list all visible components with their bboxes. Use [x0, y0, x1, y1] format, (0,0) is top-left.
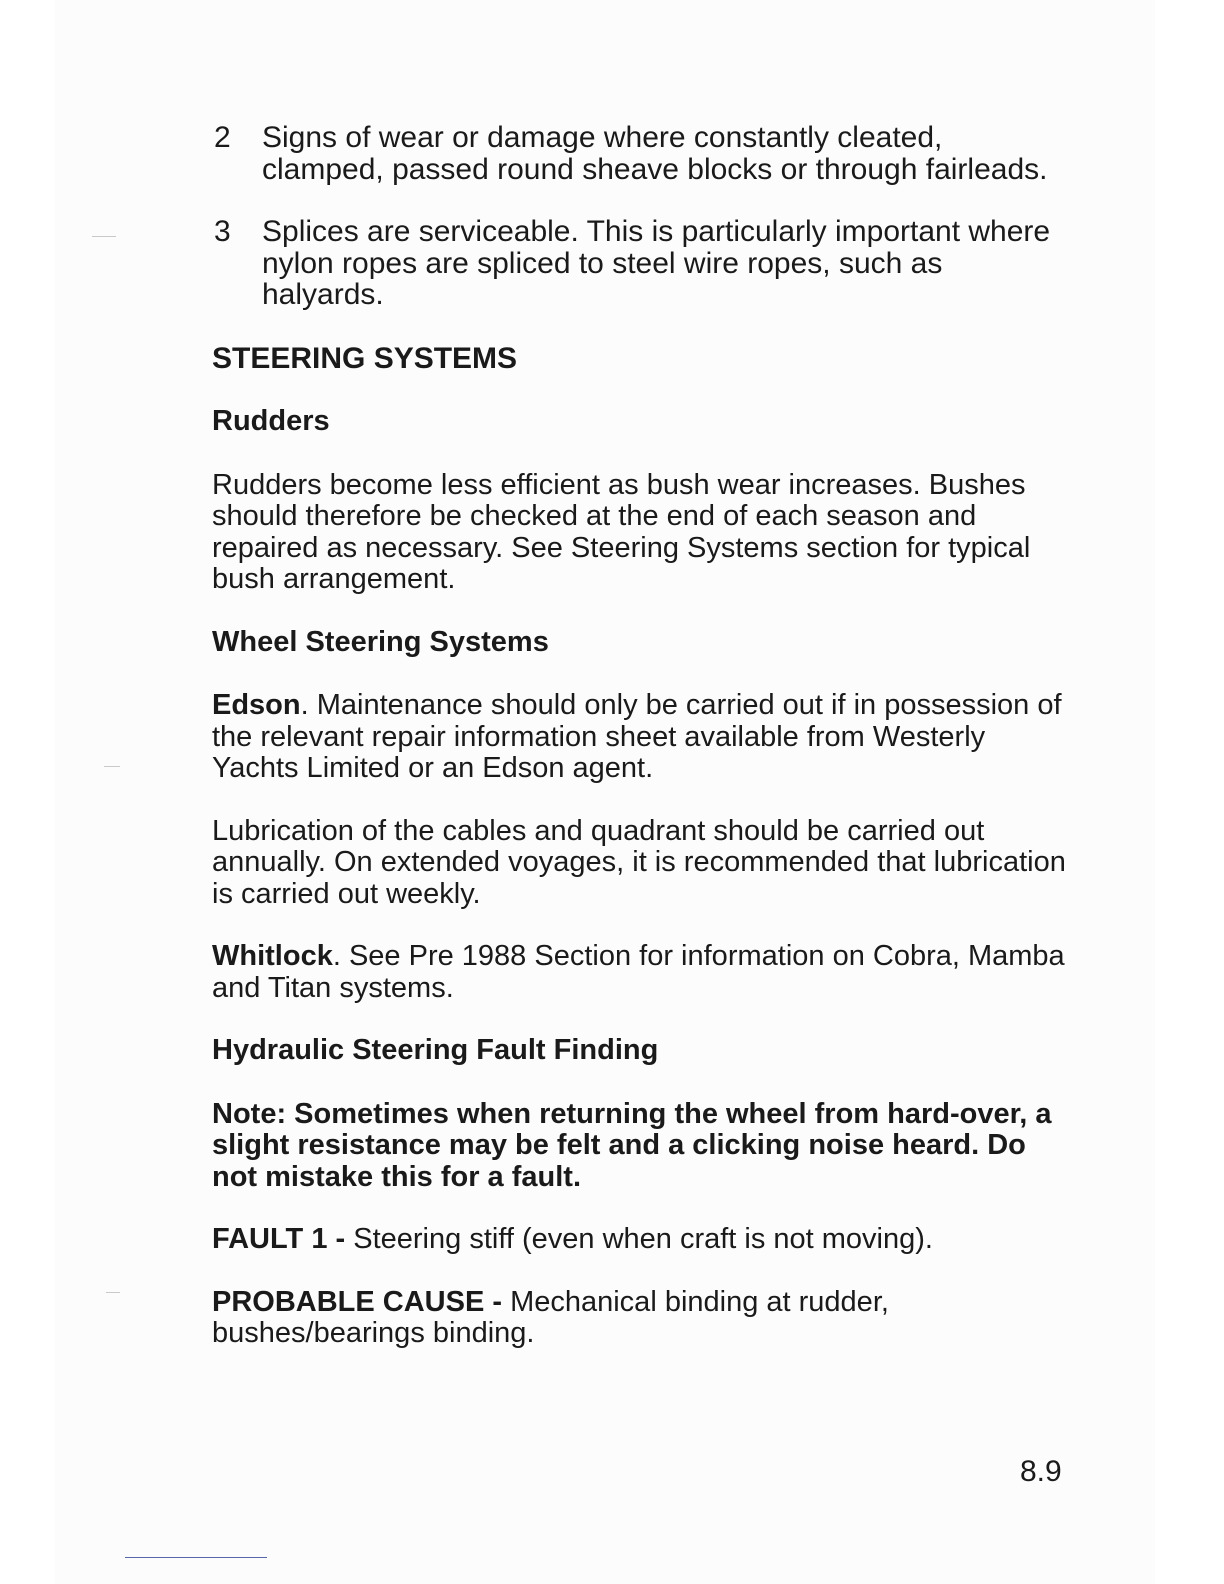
cause-paragraph [212, 1287, 1072, 1350]
whitlock-label: Whitlock [212, 940, 333, 972]
rudders-heading: Rudders [212, 405, 330, 437]
fault-text: Steering stiff (even when craft is not moving). [345, 1223, 933, 1255]
edson-label: Edson [212, 689, 301, 721]
list-item [212, 216, 1072, 311]
cause-label: PROBABLE CAUSE - [212, 1285, 503, 1318]
scan-mark [104, 766, 120, 767]
scan-mark [106, 1292, 120, 1293]
list-item-number: 2 [214, 121, 231, 154]
lubrication-paragraph: Lubrication of the cables and quadrant should be carried out annually. On extended voyages, it is recommended that lubrication is carried out weekly. [212, 814, 1066, 910]
rudders-paragraph: Rudders become less efficient as bush wear increases. Bushes should therefore be checked at the end of each season and repaired as necessary. See Steering Systems section for typical bush arrangement. [212, 468, 1031, 595]
whitlock-paragraph [212, 941, 1072, 1004]
list-item-number: 3 [214, 215, 231, 248]
edson-text: . Maintenance should only be carried out if in possession of the relevant repair information sheet available from Westerly Yachts Limited or an Edson agent. [212, 689, 1062, 784]
page-number: 8.9 [1020, 1455, 1062, 1488]
footer-rule [125, 1557, 267, 1558]
hydraulic-heading: Hydraulic Steering Fault Finding [212, 1034, 659, 1066]
cause-text: Mechanical binding at rudder, bushes/bearings binding. [212, 1285, 889, 1349]
edson-paragraph [212, 690, 1072, 785]
whitlock-text: . See Pre 1988 Section for information on Cobra, Mamba and Titan systems. [212, 940, 1065, 1004]
fault-label: FAULT 1 - [212, 1223, 346, 1255]
section-title: STEERING SYSTEMS [212, 341, 518, 375]
list-item-text: Splices are serviceable. This is particularly important where nylon ropes are spliced to steel wire ropes, such as halyards. [262, 215, 1051, 311]
hydraulic-note: Note: Sometimes when returning the wheel from hard-over, a slight resistance may be felt and a clicking noise heard. Do not mistake this for a fault. [212, 1097, 1052, 1193]
list-item [212, 122, 1072, 185]
fault-paragraph [212, 1224, 1072, 1256]
page-content [212, 122, 1072, 1381]
wheel-steering-heading: Wheel Steering Systems [212, 625, 549, 658]
list-item-text: Signs of wear or damage where constantly cleated, clamped, passed round sheave blocks or through fairleads. [262, 121, 1048, 186]
scan-mark [92, 236, 116, 237]
